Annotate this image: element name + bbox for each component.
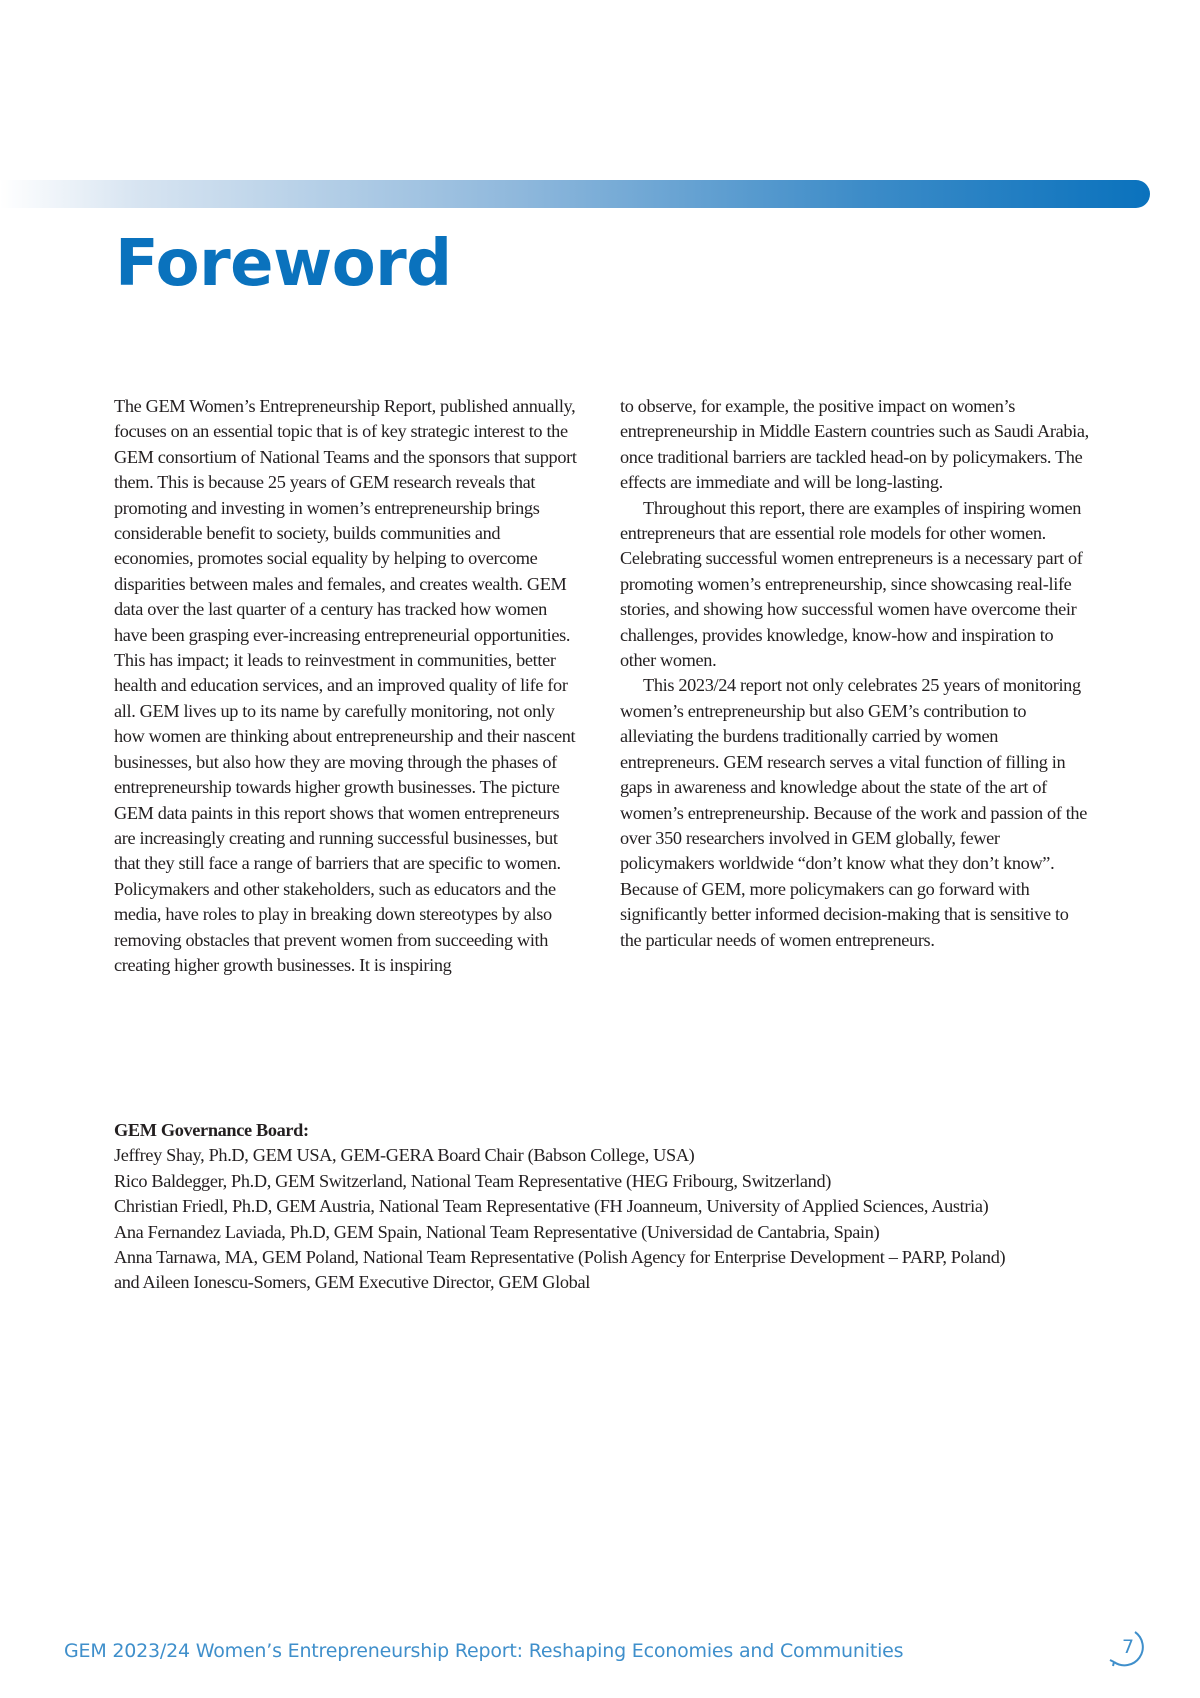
right-column-paragraph-3: This 2023/24 report not only celebrates 25 years of monitoring women’s entrepreneurship but also GEM’s contribution to alleviating the burdens traditionally carried by women entrepreneurs. GEM research serves a vital function of filling in gaps in awareness and knowledge about the state of the art of women’s entrepreneurship. Because of the work and passion of the over 350 researchers involved in GEM globally, fewer policymakers worldwide “don’t know what they don’t know”. Because of GEM, more policymakers can go forward with significantly better informed decision-making that is sensitive to the particular needs of women entrepreneurs. [620, 675, 1087, 950]
header-gradient-bar [0, 180, 1150, 208]
body-right-column [620, 394, 1090, 953]
right-column-paragraph-1: to observe, for example, the positive impact on women’s entrepreneurship in Middle Eastern countries such as Saudi Arabia, once traditional barriers are tackled head-on by policymakers. The effects are immediate and will be long-lasting. [620, 396, 1089, 493]
board-member: Rico Baldegger, Ph.D, GEM Switzerland, National Team Representative (HEG Fribourg, Switzerland) [114, 1170, 831, 1191]
board-member: Jeffrey Shay, Ph.D, GEM USA, GEM-GERA Board Chair (Babson College, USA) [114, 1145, 695, 1166]
board-heading: GEM Governance Board: [114, 1120, 309, 1140]
board-member: Anna Tarnawa, MA, GEM Poland, National Team Representative (Polish Agency for Enterprise Development – PARP, Poland) [114, 1247, 1006, 1268]
page-title: Foreword [115, 227, 452, 301]
board-member: and Aileen Ionescu-Somers, GEM Executive Director, GEM Global [114, 1272, 590, 1293]
left-column-paragraph: The GEM Women’s Entrepreneurship Report, published annually, focuses on an essential topic that is of key strategic interest to the GEM consortium of National Teams and the sponsors that support them. This is because 25 years of GEM research reveals that promoting and investing in women’s entrepreneurship brings considerable benefit to society, builds communities and economies, promotes social equality by helping to overcome disparities between males and females, and creates wealth. GEM data over the last quarter of a century has tracked how women have been grasping ever-increasing entrepreneurial opportunities. This has impact; it leads to reinvestment in communities, better health and education services, and an improved quality of life for all. GEM lives up to its name by carefully monitoring, not only how women are thinking about entrepreneurship and their nascent businesses, but also how they are moving through the phases of entrepreneurship towards higher growth businesses. The picture GEM data paints in this report shows that women entrepreneurs are increasingly creating and running successful businesses, but that they still face a range of barriers that are specific to women. Policymakers and other stakeholders, such as educators and the media, have roles to play in breaking down stereotypes by also removing obstacles that prevent women from succeeding with creating higher growth businesses. It is inspiring [114, 396, 577, 975]
body-left-column [114, 394, 582, 978]
board-member: Christian Friedl, Ph.D, GEM Austria, National Team Representative (FH Joanneum, University of Applied Sciences, Austria) [114, 1196, 989, 1217]
governance-board [114, 1118, 1114, 1296]
page-number-badge [1108, 1628, 1152, 1672]
footer-report-title: GEM 2023/24 Women’s Entrepreneurship Report: Reshaping Economies and Communities [64, 1640, 904, 1662]
board-member: Ana Fernandez Laviada, Ph.D, GEM Spain, National Team Representative (Universidad de Cantabria, Spain) [114, 1221, 880, 1242]
right-column-paragraph-2: Throughout this report, there are examples of inspiring women entrepreneurs that are essential role models for other women. Celebrating successful women entrepreneurs is a necessary part of promoting women’s entrepreneurship, since showcasing real-life stories, and showing how successful women have overcome their challenges, provides knowledge, know-how and inspiration to other women. [620, 497, 1083, 671]
page-number: 7 [1121, 1636, 1135, 1658]
